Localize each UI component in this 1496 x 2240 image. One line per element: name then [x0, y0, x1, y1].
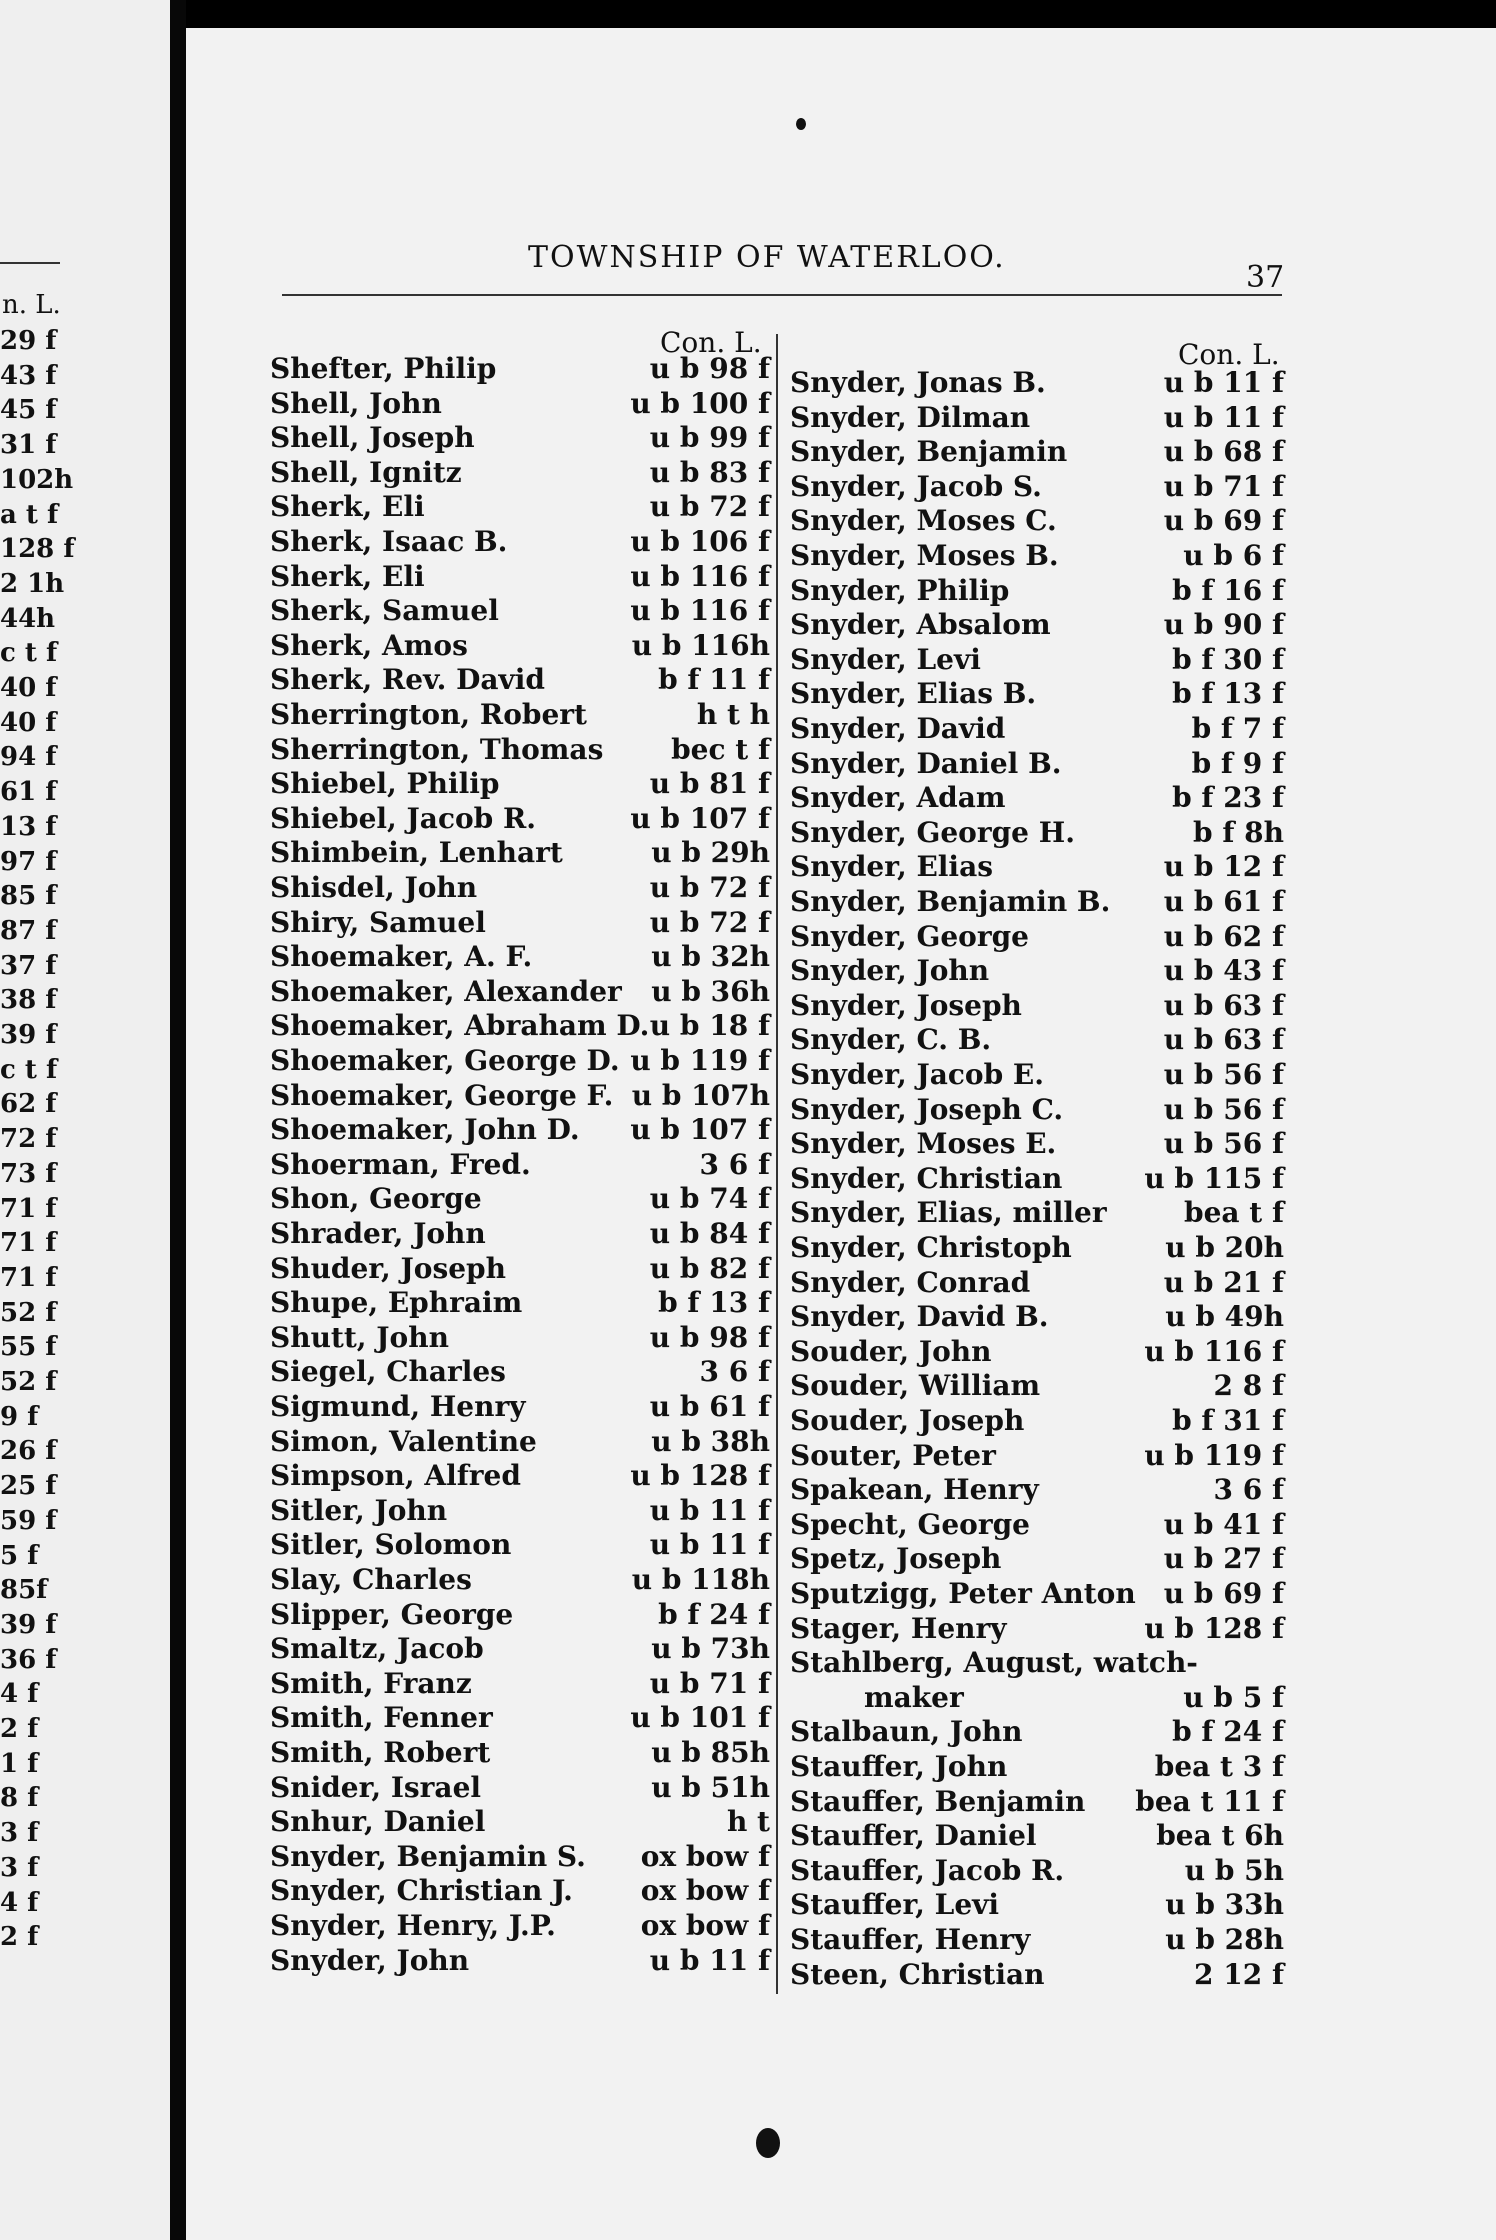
right-column-entry-name: Souder, John: [790, 1334, 992, 1368]
right-column-entry-concession: u b 69 f: [1163, 504, 1284, 538]
left-column-entry-concession: ox bow f: [640, 1909, 770, 1942]
adjacent-page-value: 55 f: [0, 1332, 57, 1363]
adjacent-page-value: 8 f: [0, 1783, 39, 1814]
adjacent-page-value: 4 f: [0, 1679, 39, 1710]
right-column-entry-name: Snyder, Moses B.: [790, 539, 1059, 572]
adjacent-page-value: 37 f: [0, 950, 57, 981]
right-column-entry-concession: u b 49h: [1165, 1300, 1284, 1334]
right-column-entry-concession: u b 119 f: [1144, 1438, 1284, 1472]
left-column-entry-concession: u b 74 f: [649, 1182, 770, 1216]
left-column-entry-concession: u b 85h: [651, 1736, 770, 1769]
left-column-entry-concession: u b 107 f: [630, 801, 770, 835]
left-column-entry-name: Shoemaker, John D.: [270, 1113, 580, 1147]
right-column-entry-name: Snyder, George: [790, 919, 1029, 953]
left-column-entry-name: Shiebel, Philip: [270, 767, 500, 801]
right-column-entry-concession: u b 11 f: [1163, 400, 1284, 434]
left-column-entry-concession: b f 24 f: [658, 1597, 770, 1631]
adjacent-page-value: 71 f: [0, 1228, 57, 1259]
right-column-entry-name: Snyder, Benjamin: [790, 435, 1068, 469]
right-column-entry-concession: u b 71 f: [1163, 469, 1284, 503]
left-column-entry-concession: u b 107h: [631, 1078, 770, 1112]
left-column-entry-name: Slipper, George: [270, 1597, 514, 1631]
adjacent-page-value: 39 f: [0, 1020, 57, 1050]
left-column-entry-name: Smaltz, Jacob: [270, 1632, 484, 1666]
right-column-entry-name: Snyder, Dilman: [790, 400, 1031, 434]
adjacent-page-value: 52 f: [0, 1367, 57, 1397]
left-column-entry-name: Shupe, Ephraim: [270, 1286, 523, 1320]
left-column-entry-concession: u b 51h: [651, 1770, 770, 1804]
left-column-entry-concession: h t: [726, 1805, 770, 1839]
right-column-entry-concession: u b 5 f: [1183, 1680, 1284, 1714]
right-column-entry-concession: u b 68 f: [1163, 435, 1284, 469]
right-column-entry-name: Snyder, George H.: [790, 815, 1075, 849]
page-title: TOWNSHIP OF WATERLOO.: [528, 240, 1006, 275]
adjacent-page-value: 85 f: [0, 881, 57, 912]
adjacent-page-value: 2 1h: [0, 568, 65, 599]
adjacent-page-fragment: [0, 0, 170, 2240]
left-column-entry-name: Smith, Robert: [270, 1736, 491, 1769]
adjacent-page-value: 59 f: [0, 1505, 57, 1536]
left-column-entry-name: Shell, Joseph: [270, 421, 475, 455]
adjacent-page-value: 43 f: [0, 360, 57, 391]
right-column-entry-name: Snyder, Jonas B.: [790, 366, 1046, 399]
left-column-entry-concession: b f 13 f: [658, 1286, 770, 1320]
left-column-entry-name: Shon, George: [270, 1182, 482, 1216]
adjacent-page-value: 2 f: [0, 1922, 39, 1953]
right-column-entry-name: Snyder, Absalom: [790, 608, 1051, 642]
right-column-entry-concession: b f 9 f: [1191, 746, 1284, 780]
right-column-entry-concession: bea t 6h: [1156, 1819, 1284, 1853]
right-column-entry-name: Snyder, Christoph: [790, 1231, 1072, 1264]
right-column-entry-name: Snyder, David B.: [790, 1300, 1049, 1334]
right-column-entry-concession: u b 128 f: [1144, 1611, 1284, 1645]
right-column-entry-name: Snyder, Adam: [790, 781, 1006, 815]
right-column-entry-concession: 3 6 f: [1213, 1473, 1284, 1507]
right-column-entry-concession: u b 61 f: [1163, 885, 1284, 918]
left-column-entry-name: Smith, Franz: [270, 1666, 472, 1700]
right-column-entry-concession: u b 27 f: [1163, 1542, 1284, 1576]
ink-mark: [796, 118, 806, 130]
adjacent-page-value: 36 f: [0, 1644, 57, 1675]
right-column-entry-name: Snyder, Moses C.: [790, 504, 1057, 538]
adjacent-page-value: 13 f: [0, 811, 57, 842]
left-column-entry-name: Sherk, Rev. David: [270, 663, 545, 697]
adjacent-page-value: 1 f: [0, 1748, 39, 1779]
right-column-entry-concession: u b 63 f: [1163, 988, 1284, 1022]
binding-hole: [756, 2128, 780, 2158]
left-column-entry-concession: u b 38h: [651, 1424, 770, 1458]
left-column-entry-concession: u b 98 f: [649, 352, 770, 385]
right-column-entry-name: Snyder, Elias B.: [790, 677, 1037, 711]
adjacent-page-value: c t f: [0, 1054, 58, 1085]
adjacent-page-value: 4 f: [0, 1887, 39, 1918]
left-column-entry-name: Sherk, Amos: [270, 628, 468, 662]
left-column-entry-name: Shoemaker, Alexander: [270, 974, 622, 1008]
left-column-entry-name: Sherk, Eli: [270, 490, 425, 524]
left-column-entry-concession: u b 118h: [631, 1563, 770, 1596]
left-column-entry-name: Shoemaker, A. F.: [270, 940, 533, 974]
right-column-entry-name: Steen, Christian: [790, 1957, 1045, 1991]
right-column-entry-concession: 2 8 f: [1213, 1369, 1284, 1403]
right-column-entry-name: Stauffer, Jacob R.: [790, 1853, 1065, 1887]
left-column-entry-name: Snhur, Daniel: [270, 1805, 486, 1839]
adjacent-page-value: 73 f: [0, 1158, 57, 1189]
left-column-entry-concession: u b 72 f: [649, 905, 770, 939]
right-column-entry-name: Stauffer, Daniel: [790, 1819, 1037, 1853]
right-column-entry-concession: b f 7 f: [1191, 712, 1284, 745]
right-column-entry-concession: u b 116 f: [1144, 1334, 1284, 1368]
adjacent-page-value: 87 f: [0, 915, 57, 946]
left-column-entry-concession: u b 73h: [651, 1632, 770, 1666]
left-column-entry-concession: ox bow f: [640, 1874, 770, 1908]
left-column-entry-concession: u b 116h: [631, 628, 770, 662]
right-column-entry-name: Snyder, Christian: [790, 1161, 1063, 1195]
right-column-entry-name: Souter, Peter: [790, 1438, 996, 1472]
left-column-entry-concession: u b 128 f: [630, 1459, 770, 1493]
right-column-entry-concession: u b 43 f: [1163, 954, 1284, 988]
right-column-entry-name: Stauffer, Henry: [790, 1923, 1031, 1956]
left-column-entry-name: Sherrington, Thomas: [270, 732, 604, 766]
left-column-entry-name: Sherrington, Robert: [270, 698, 587, 731]
right-column-entry-name: Snyder, David: [790, 712, 1006, 745]
right-column-entry-concession: u b 6 f: [1183, 539, 1284, 572]
left-column-entry-concession: ox bow f: [640, 1839, 770, 1873]
adjacent-page-value: 9 f: [0, 1401, 39, 1432]
adjacent-page-value: 97 f: [0, 846, 57, 877]
right-column-entry-concession: u b 90 f: [1163, 608, 1284, 642]
left-column-entry-concession: u b 32h: [651, 940, 770, 974]
left-column-entry-concession: u b 99 f: [649, 421, 770, 455]
right-column-entry-concession: b f 8h: [1193, 815, 1284, 849]
adjacent-page-value: 128 f: [0, 534, 75, 565]
left-column-entry-concession: u b 81 f: [649, 767, 770, 801]
header-rule: [282, 294, 1282, 296]
left-column-entry-concession: u b 83 f: [649, 455, 770, 489]
left-column-entry-concession: u b 11 f: [649, 1943, 770, 1977]
right-column-entry-name: Souder, Joseph: [790, 1404, 1025, 1437]
right-column-entry-name: Snyder, C. B.: [790, 1023, 992, 1057]
adjacent-page-value: 39 f: [0, 1609, 57, 1640]
adjacent-page-value: 102h: [0, 464, 74, 495]
adjacent-page-value: 25 f: [0, 1471, 57, 1502]
left-column-entry-name: Sitler, Solomon: [270, 1528, 512, 1562]
adjacent-page-value: 72 f: [0, 1124, 57, 1155]
left-column-entry-concession: 3 6 f: [699, 1147, 770, 1181]
right-column-header: Con. L.: [1178, 338, 1280, 371]
left-column-entry-name: Simpson, Alfred: [270, 1459, 521, 1493]
right-column-entry-name: Stauffer, John: [790, 1750, 1008, 1783]
right-column-entry-name: Stager, Henry: [790, 1611, 1007, 1645]
left-column-entry-concession: u b 116 f: [630, 559, 770, 593]
left-column-entry-name: Shiebel, Jacob R.: [270, 801, 537, 835]
right-column-entry-concession: bea t 11 f: [1135, 1784, 1284, 1818]
right-column-entry-concession: u b 69 f: [1163, 1577, 1284, 1610]
right-column-entry-name: Stauffer, Levi: [790, 1888, 1000, 1922]
right-column-entry-concession: u b 5h: [1184, 1853, 1284, 1887]
left-column-entry-concession: u b 61 f: [649, 1390, 770, 1423]
right-column-entry-name: Spakean, Henry: [790, 1473, 1039, 1507]
left-column-entry-concession: u b 101 f: [630, 1701, 770, 1735]
left-column-header: Con. L.: [660, 326, 762, 359]
adjacent-page-value: 38 f: [0, 985, 57, 1016]
adjacent-page-value: 40 f: [0, 707, 57, 738]
right-column-entry-concession: u b 41 f: [1163, 1507, 1284, 1541]
right-column-entry-concession: b f 16 f: [1172, 573, 1284, 607]
adjacent-page-value: 3 f: [0, 1818, 39, 1849]
adjacent-page-value: a t f: [0, 499, 59, 530]
right-column-entry-concession: b f 24 f: [1172, 1715, 1284, 1749]
left-column-entry-name: Sitler, John: [270, 1493, 448, 1527]
left-column-entry-name: Shell, John: [270, 386, 442, 420]
left-column-entry-name: Shuder, Joseph: [270, 1251, 506, 1285]
left-column-entry-name: Shoemaker, George F.: [270, 1078, 614, 1112]
right-column-entry-concession: u b 11 f: [1163, 366, 1284, 399]
adjacent-page-value: 71 f: [0, 1262, 57, 1293]
page-number: 37: [1246, 260, 1285, 295]
left-column-entry-concession: u b 84 f: [649, 1217, 770, 1250]
right-column-entry-concession: u b 63 f: [1163, 1023, 1284, 1057]
left-column-entry-concession: u b 29h: [651, 836, 770, 870]
adjacent-page-value: 52 f: [0, 1297, 57, 1328]
right-column-entry-name: Snyder, Joseph: [790, 988, 1022, 1022]
right-column-entry-name: Snyder, John: [790, 954, 990, 988]
left-column-entry-name: Snyder, John: [270, 1943, 470, 1977]
right-column-entry-name: Snyder, Elias: [790, 850, 993, 884]
left-column-entry-concession: u b 107 f: [630, 1113, 770, 1147]
left-column-entry-name: Shrader, John: [270, 1217, 486, 1250]
adjacent-page-value: 45 f: [0, 395, 57, 426]
right-column-entry-name: Snyder, Benjamin B.: [790, 885, 1111, 918]
right-column-entry-name: Snyder, Elias, miller: [790, 1196, 1107, 1230]
page-gutter: [170, 0, 186, 2240]
right-column-entry-concession: b f 23 f: [1172, 781, 1284, 815]
left-column-entry-name: Sherk, Samuel: [270, 594, 499, 628]
adjacent-page-value: 40 f: [0, 673, 57, 703]
right-column-entry-concession: u b 12 f: [1163, 850, 1284, 884]
right-column-entry-concession: 2 12 f: [1194, 1957, 1284, 1991]
adjacent-page-value: 5 f: [0, 1540, 39, 1571]
left-column-entry-concession: bec t f: [671, 732, 770, 766]
right-column-entry-name: Specht, George: [790, 1507, 1030, 1541]
left-column-entry-name: Shimbein, Lenhart: [270, 836, 563, 870]
right-column-entry-concession: u b 20h: [1165, 1231, 1284, 1264]
left-column-entry-concession: 3 6 f: [699, 1355, 770, 1389]
adjacent-page-value: c t f: [0, 638, 58, 669]
left-column-entry-concession: b f 11 f: [658, 663, 770, 697]
right-column-entry-concession: bea t 3 f: [1154, 1750, 1284, 1783]
right-column-entry-concession: u b 56 f: [1163, 1127, 1284, 1161]
adjacent-page-value: 2 f: [0, 1714, 39, 1744]
right-column-entry-name: Spetz, Joseph: [790, 1542, 1002, 1576]
left-column-entry-name: Snyder, Henry, J.P.: [270, 1909, 556, 1942]
left-column-entry-name: Simon, Valentine: [270, 1424, 537, 1458]
left-column-entry-name: Shiry, Samuel: [270, 905, 486, 939]
column-divider: [776, 334, 778, 1994]
right-column-entry-name: Stauffer, Benjamin: [790, 1784, 1086, 1818]
left-column-entry-concession: u b 11 f: [649, 1493, 770, 1527]
left-column-entry-concession: u b 71 f: [649, 1666, 770, 1700]
left-column-entry-name: Snider, Israel: [270, 1770, 482, 1804]
left-column-entry-name: Shell, Ignitz: [270, 455, 462, 489]
left-column-entry-name: Sigmund, Henry: [270, 1390, 526, 1423]
left-column-entry-name: Shisdel, John: [270, 871, 478, 904]
adjacent-page-value: 31 f: [0, 430, 57, 461]
right-column-entry-name: Souder, William: [790, 1369, 1041, 1403]
adjacent-page-rule: [0, 262, 60, 264]
right-column-entry-concession: b f 13 f: [1172, 677, 1284, 711]
left-column-entry-name: Shutt, John: [270, 1320, 449, 1354]
left-column-entry-name: Shoemaker, George D.: [270, 1044, 620, 1077]
left-column-entry-name: Snyder, Benjamin S.: [270, 1839, 586, 1873]
left-column-entry-concession: u b 11 f: [649, 1528, 770, 1562]
adjacent-page-value: 62 f: [0, 1089, 57, 1120]
right-column-entry-name: maker: [864, 1680, 964, 1714]
adjacent-page-value: 71 f: [0, 1193, 57, 1224]
left-column-entry-concession: u b 100 f: [630, 386, 770, 420]
left-column-entry-name: Sherk, Eli: [270, 559, 425, 593]
left-column-entry-concession: h t h: [696, 698, 770, 731]
adjacent-page-value: 61 f: [0, 777, 57, 808]
right-column-entry-concession: u b 33h: [1165, 1888, 1284, 1922]
right-column-entry-concession: u b 115 f: [1144, 1161, 1284, 1195]
right-column-entry-concession: u b 56 f: [1163, 1092, 1284, 1126]
adjacent-page-value: 85f: [0, 1575, 48, 1606]
left-column-entry-concession: u b 98 f: [649, 1320, 770, 1354]
left-column-entry-concession: u b 36h: [651, 974, 770, 1008]
left-column-entry-name: Shoemaker, Abraham D.: [270, 1009, 650, 1043]
left-column-entry-concession: u b 72 f: [649, 871, 770, 904]
left-column-entry-concession: u b 82 f: [649, 1251, 770, 1285]
left-column-entry-name: Shefter, Philip: [270, 352, 497, 385]
right-column-entry-name: Stahlberg, August, watch-: [790, 1646, 1198, 1680]
right-column-entry-concession: b f 30 f: [1172, 642, 1284, 676]
left-column-entry-name: Shoerman, Fred.: [270, 1147, 531, 1181]
adjacent-page-value: 44h: [0, 603, 56, 634]
adjacent-page-value: 26 f: [0, 1436, 57, 1467]
left-column-entry-name: Snyder, Christian J.: [270, 1874, 573, 1908]
right-column-entry-concession: u b 62 f: [1163, 919, 1284, 953]
left-column-entry-concession: u b 72 f: [649, 490, 770, 524]
adjacent-page-value: 94 f: [0, 742, 57, 773]
right-column-entry-concession: u b 28h: [1165, 1923, 1284, 1956]
left-column-entry-concession: u b 106 f: [630, 525, 770, 558]
right-column-entry-name: Snyder, Conrad: [790, 1265, 1031, 1299]
right-column-entry-name: Snyder, Jacob S.: [790, 469, 1042, 503]
right-column-entry-name: Snyder, Philip: [790, 573, 1010, 607]
adjacent-page-value: 3 f: [0, 1852, 39, 1883]
left-column-entry-concession: u b 116 f: [630, 594, 770, 628]
adjacent-page-header: n. L.: [2, 290, 61, 320]
right-column-entry-concession: b f 31 f: [1172, 1404, 1284, 1437]
left-column-entry-concession: u b 119 f: [630, 1044, 770, 1077]
left-column-entry-name: Sherk, Isaac B.: [270, 525, 508, 558]
right-column-entry-name: Snyder, Daniel B.: [790, 746, 1062, 780]
right-column-entry-name: Snyder, Joseph C.: [790, 1092, 1064, 1126]
left-column-entry-concession: u b 18 f: [649, 1009, 770, 1043]
right-column-entry-name: Stalbaun, John: [790, 1715, 1023, 1749]
right-column-entry-concession: u b 21 f: [1163, 1265, 1284, 1299]
left-column-entry-name: Slay, Charles: [270, 1563, 472, 1596]
left-column-entry-name: Smith, Fenner: [270, 1701, 493, 1735]
right-column-entry-name: Snyder, Levi: [790, 642, 981, 676]
adjacent-page-value: 29 f: [0, 326, 57, 356]
left-column-entry-name: Siegel, Charles: [270, 1355, 506, 1389]
right-column-entry-concession: u b 56 f: [1163, 1058, 1284, 1091]
right-column-entry-name: Snyder, Moses E.: [790, 1127, 1057, 1161]
right-column-entry-name: Snyder, Jacob E.: [790, 1058, 1044, 1091]
right-column-entry-concession: bea t f: [1183, 1196, 1284, 1230]
right-column-entry-name: Sputzigg, Peter Anton: [790, 1577, 1136, 1610]
